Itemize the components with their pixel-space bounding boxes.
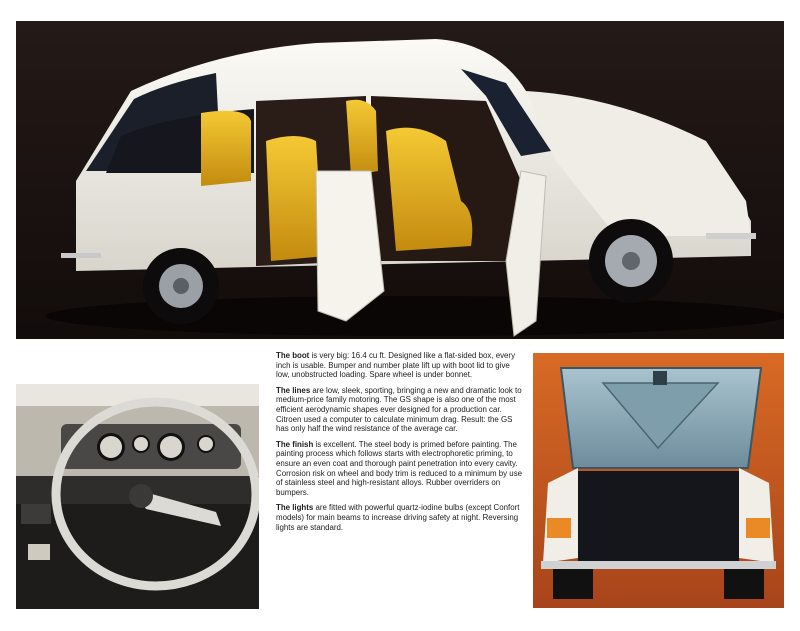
paragraph-lights — [276, 503, 523, 532]
dashboard-photo — [16, 384, 259, 609]
text-lines: are low, sleek, sporting, bringing a new and dramatic look to medium-price family motoring. The GS shape is also one of the most efficient aerodynamic shapes ever designed for a production car. Citroen used a computer to calculate minimum drag. Result: the GS has only half the wind resistance of the average car. — [276, 385, 522, 434]
text-boot: is very big: 16.4 cu ft. Designed like a flat-sided box, every inch is usable. Bumper and number plate lift up with boot lid to give low, unobstructed loading. Spare wheel is under bonnet. — [276, 351, 516, 380]
boot-photo — [533, 353, 784, 608]
lead-boot: The boot — [276, 351, 310, 360]
lead-lines: The lines — [276, 385, 311, 395]
text-lights: are fitted with powerful quartz-iodine bulbs (except Confort models) for main beams to increase driving safety at night. Reversing lights are standard. — [276, 503, 520, 532]
lead-lights: The lights — [276, 503, 314, 513]
paragraph-lines — [276, 386, 523, 434]
hero-car-photo — [16, 21, 784, 339]
text-finish: is excellent. The steel body is primed before painting. The painting process which follows starts with electrophoretic priming, to ensure an even coat and thorough paint penetration into every cavity. Corrosion risk on wheel and body trim is reduced to a minimum by use of stainless steel and high-resistant alloys. Rubber overriders on bumpers. — [276, 439, 523, 497]
paragraph-finish — [276, 440, 523, 498]
lead-finish: The finish — [276, 439, 314, 449]
paragraph-boot — [276, 351, 523, 380]
body-copy — [276, 351, 523, 538]
